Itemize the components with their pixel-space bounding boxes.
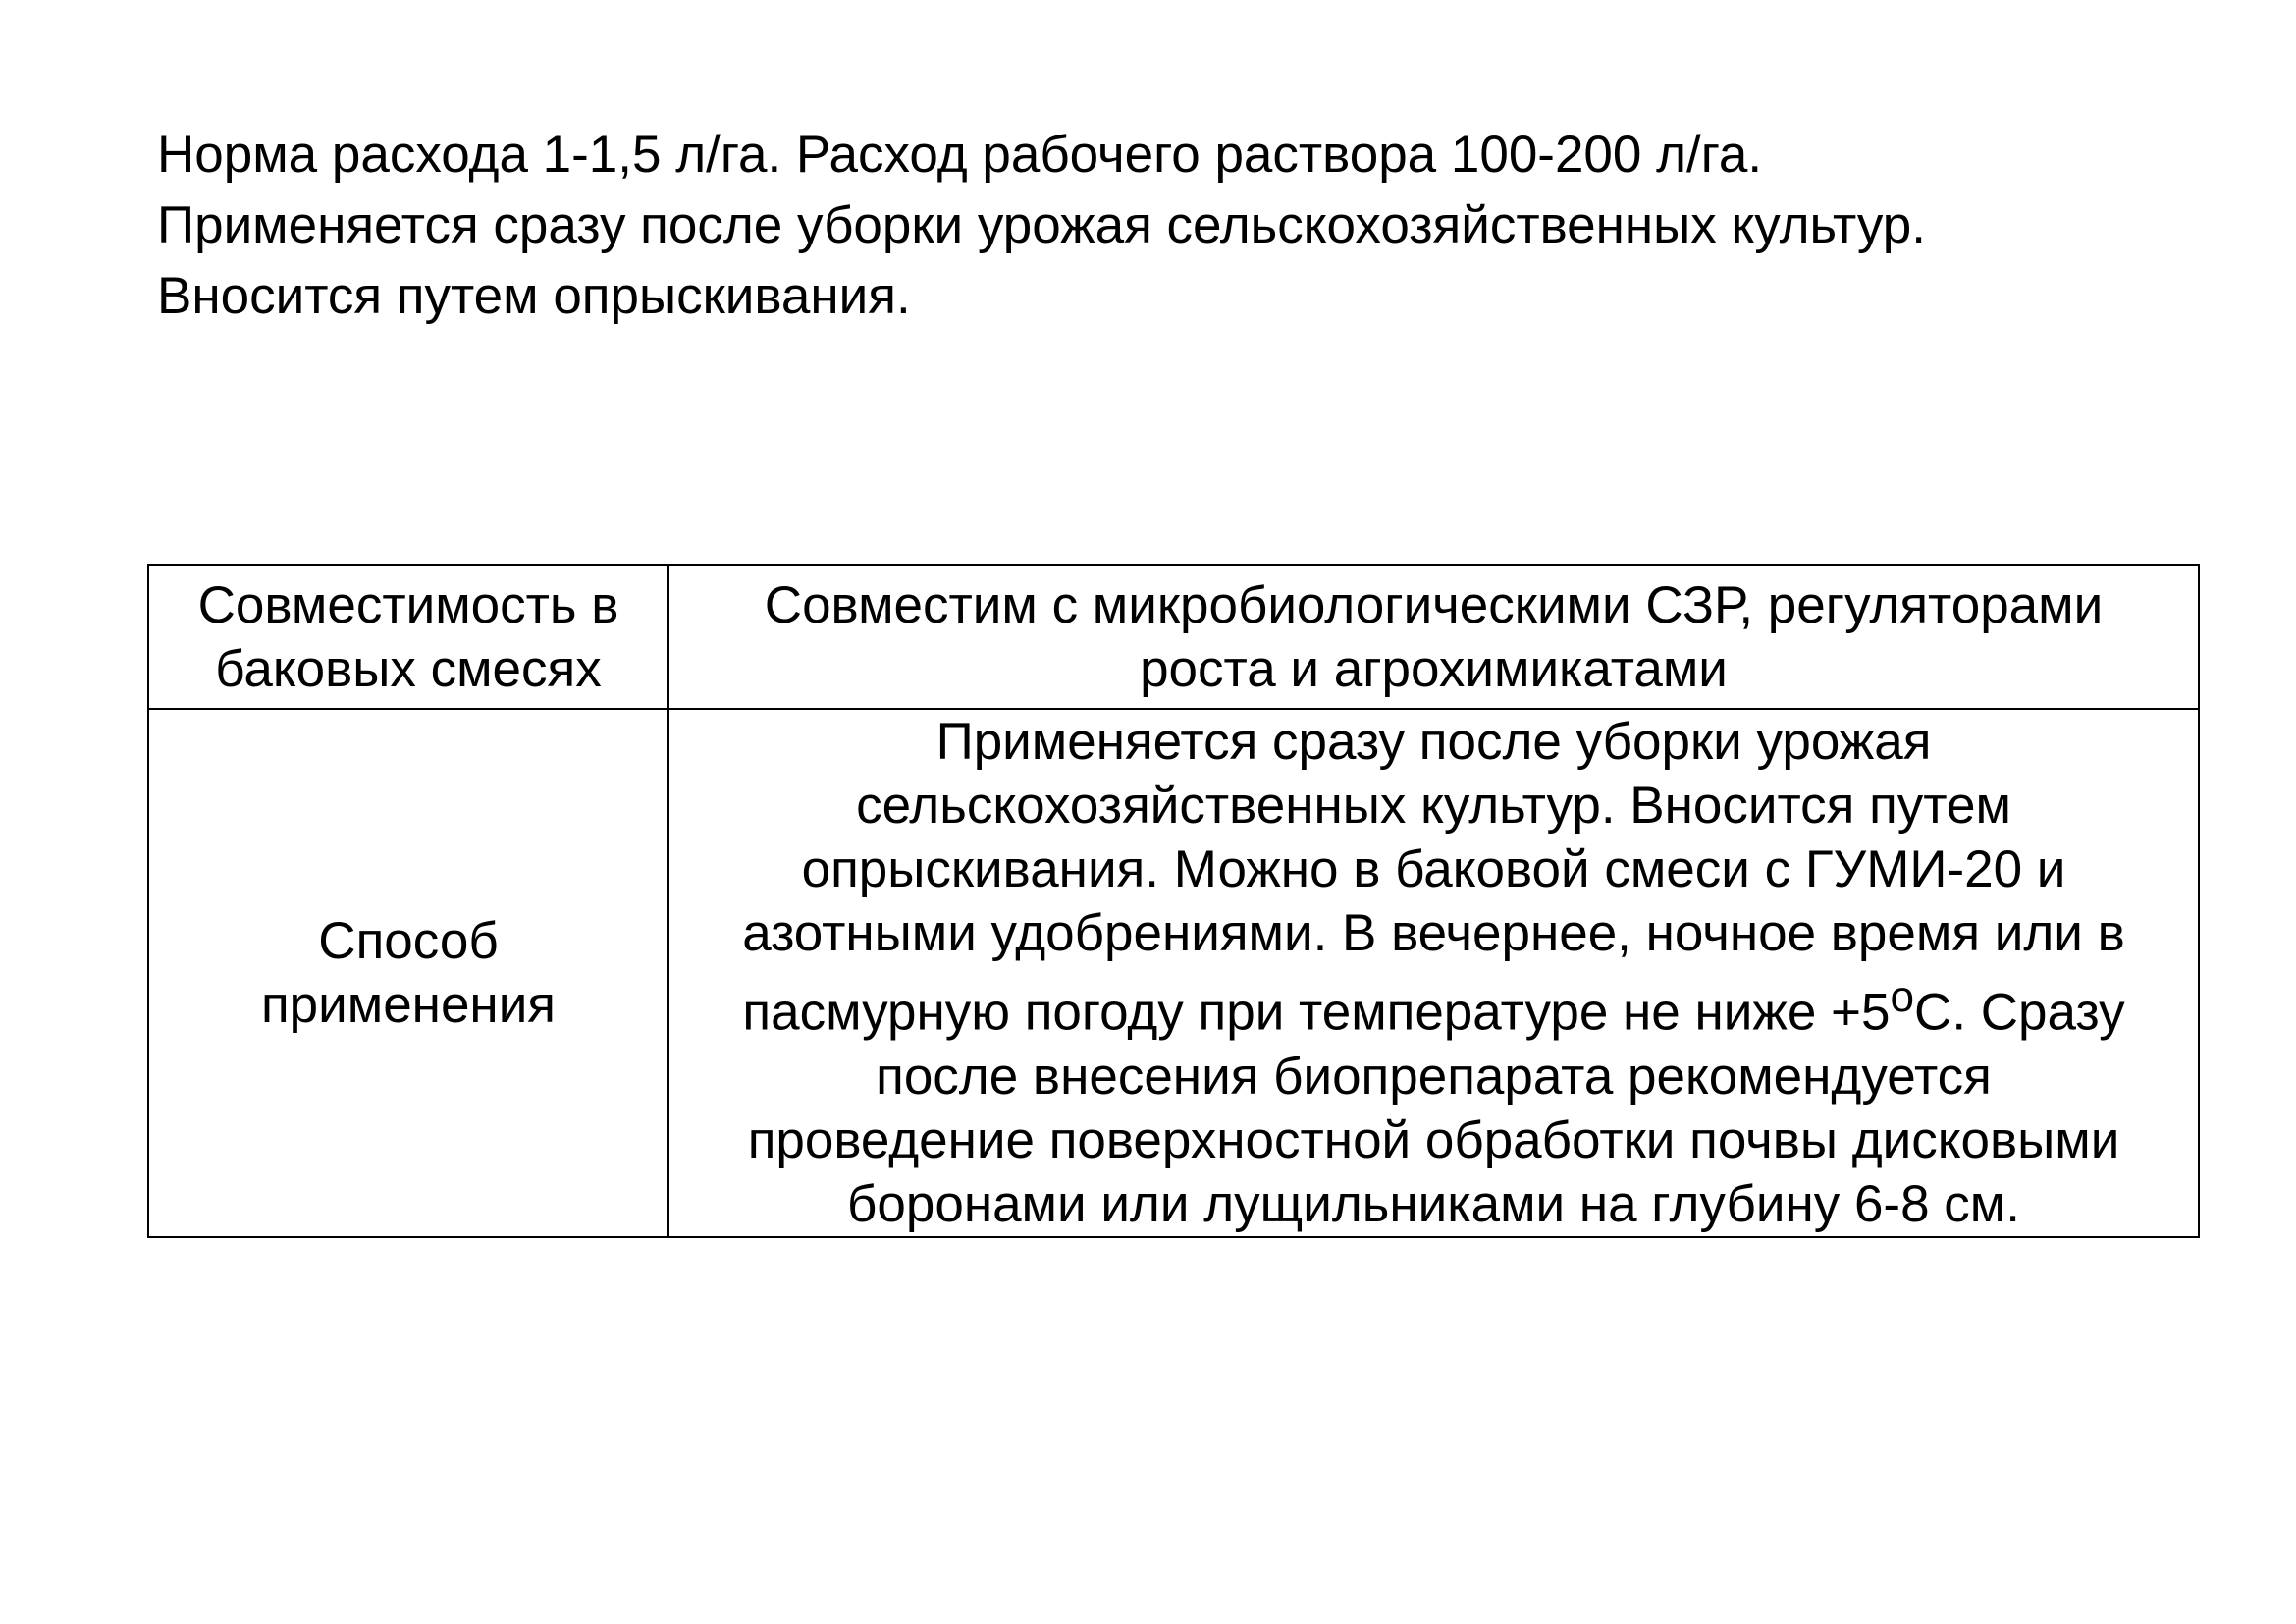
intro-line: Применяется сразу после уборки урожая сельскохозяйственных культур. bbox=[157, 196, 1926, 254]
row-value-text: пасмурную погоду при температуре не ниже +5 bbox=[742, 983, 1891, 1042]
row-label: баковых смесях bbox=[215, 639, 602, 698]
row-label: применения bbox=[260, 975, 556, 1034]
row-value: Применяется сразу после уборки урожая bbox=[935, 713, 1932, 771]
row-value: боронами или лущильниками на глубину 6-8 см. bbox=[847, 1174, 2020, 1233]
row-value: роста и агрохимикатами bbox=[1140, 639, 1728, 698]
row-label-cell bbox=[148, 709, 668, 1237]
row-value: проведение поверхностной обработки почвы дисковыми bbox=[747, 1110, 2120, 1169]
intro-text bbox=[157, 120, 2120, 332]
row-label-cell bbox=[148, 565, 668, 709]
row-label: Способ bbox=[318, 911, 499, 970]
table-row-compatibility bbox=[148, 565, 2199, 709]
table-row-application-method bbox=[148, 709, 2199, 1237]
row-value: Совместим с микробиологическими СЗР, регуляторами bbox=[764, 575, 2104, 634]
row-value: опрыскивания. Можно в баковой смеси с ГУМИ-20 и bbox=[801, 840, 2066, 898]
row-value-text: С. Сразу bbox=[1914, 983, 2125, 1042]
row-value: после внесения биопрепарата рекомендуется bbox=[876, 1047, 1992, 1106]
row-value-cell bbox=[668, 709, 2199, 1237]
intro-line: Вносится путем опрыскивания. bbox=[157, 267, 911, 325]
row-label: Совместимость в bbox=[197, 575, 619, 634]
row-value: сельскохозяйственных культур. Вносится путем bbox=[856, 777, 2011, 835]
row-value: азотными удобрениями. В вечернее, ночное время или в bbox=[742, 904, 2125, 962]
row-value-cell bbox=[668, 565, 2199, 709]
intro-line: Норма расхода 1-1,5 л/га. Расход рабочего раствора 100-200 л/га. bbox=[157, 126, 1763, 184]
properties-table bbox=[147, 564, 2200, 1238]
degree-sign: o bbox=[1890, 973, 1915, 1021]
row-value bbox=[679, 965, 2188, 1045]
